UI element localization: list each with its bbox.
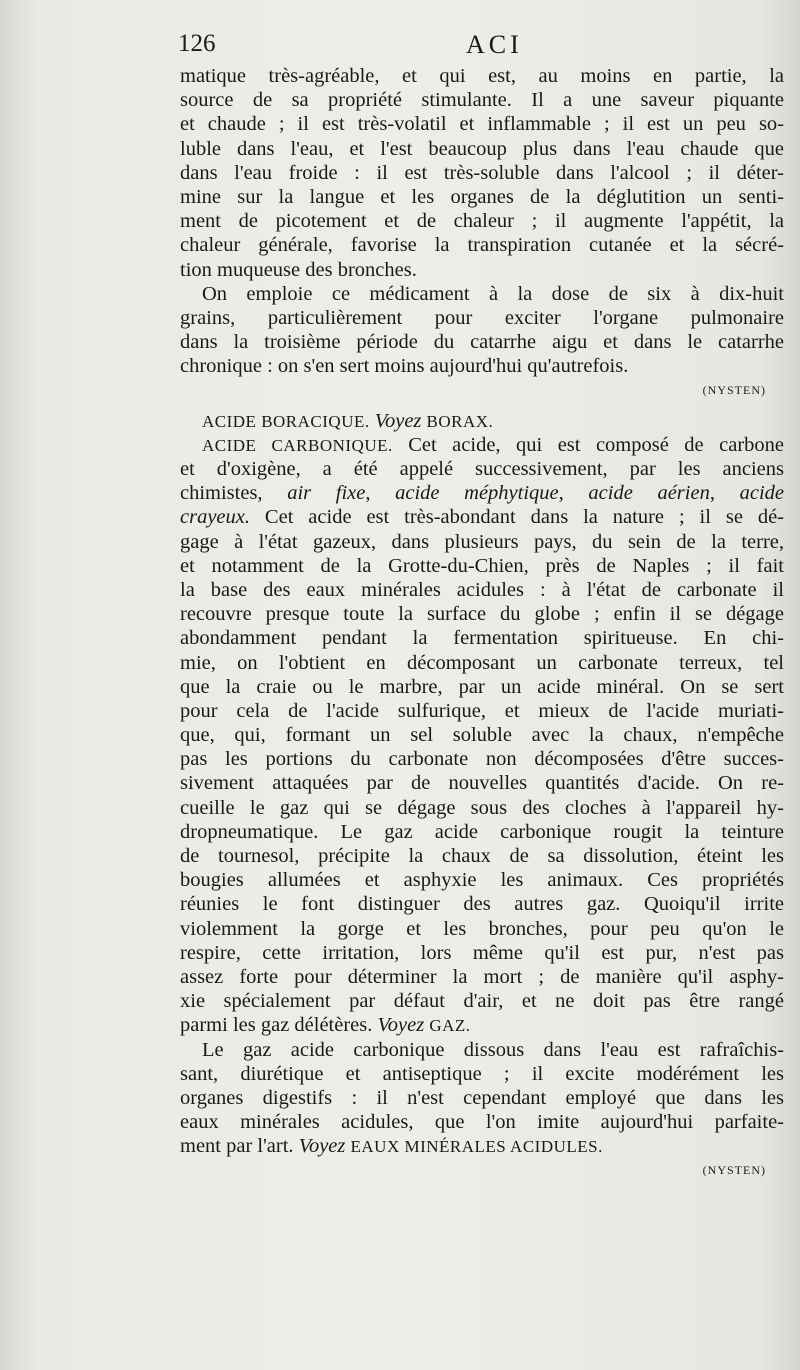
text-line: source de sa propriété stimulante. Il a une saveur piquante (180, 89, 784, 112)
text-line (180, 433, 784, 457)
text-line: et d'oxigène, a été appelé successivement, par les anciens (180, 458, 784, 480)
text-line: sant, diurétique et antiseptique ; il excite modérément les (180, 1062, 784, 1085)
see-reference: Voyez (374, 409, 422, 432)
text-line: recouvre presque toute la surface du globe ; enfin il se dégage (180, 603, 784, 626)
page-number: 126 (178, 30, 216, 57)
text-line: mie, on l'obtient en décomposant un carbonate terreux, tel (180, 651, 784, 674)
text-line: pas les portions du carbonate non décomposées d'être succes- (180, 748, 784, 771)
text-line: tion muqueuse des bronches. (180, 258, 417, 281)
text-line: abondamment pendant la fermentation spiritueuse. En chi- (180, 627, 784, 650)
running-head: ACI (466, 30, 523, 59)
text-line: bougies allumées et asphyxie les animaux. Ces propriétés (180, 869, 784, 892)
text-line: que la craie ou le marbre, par un acide minéral. On se sert (180, 675, 784, 698)
reference-target: BORAX. (426, 411, 494, 431)
text-line: et chaude ; il est très-volatil et inflammable ; il est un peu so- (180, 113, 784, 136)
text-segment: , (558, 482, 564, 505)
text-segment: chimistes, (180, 482, 263, 505)
text-line: chronique : on s'en sert moins aujourd'hui qu'autrefois. (180, 355, 629, 378)
text-line: organes digestifs : il n'est cependant employé que dans les (180, 1086, 784, 1109)
text-line: la base des eaux minérales acidules : à l'état de carbonate il (180, 578, 784, 601)
italic-term: air fixe (287, 482, 366, 505)
paragraph-gaz-dissous (180, 1038, 784, 1183)
text-line: chaleur générale, favorise la transpiration cutanée et la sécré- (180, 234, 784, 257)
italic-term: crayeux. (180, 506, 250, 529)
italic-term: acide (739, 482, 784, 505)
text-line: eaux minérales acidules, que l'on imite aujourd'hui parfaite- (180, 1111, 784, 1134)
text-line: que, qui, formant un sel soluble avec la chaux, n'empêche (180, 724, 784, 747)
italic-term: acide méphytique (395, 482, 559, 505)
text-segment: ment par l'art. (180, 1135, 294, 1158)
text-line: ment de picotement et de chaleur ; il augmente l'appétit, la (180, 210, 784, 233)
entry-acide-carbonique (180, 433, 784, 1038)
entry-headword: ACIDE BORACIQUE. (202, 411, 370, 431)
text-line: et notamment de la Grotte-du-Chien, près de Naples ; il fait (180, 554, 784, 577)
text-line: matique très-agréable, et qui est, au moins en partie, la (180, 65, 784, 87)
text-line: de tournesol, précipite la chaux de sa dissolution, éteint les (180, 845, 784, 867)
see-reference: Voyez (298, 1135, 346, 1158)
reference-target: EAUX MINÉRALES ACIDULES. (350, 1137, 603, 1157)
text-line (180, 505, 784, 529)
text-line: dropneumatique. Le gaz acide carbonique rougit la teinture (180, 820, 784, 843)
page-header (178, 30, 778, 66)
text-line: On emploie ce médicament à la dose de six à dix-huit (202, 282, 784, 305)
italic-term: acide aérien (588, 482, 710, 505)
text-line: luble dans l'eau, et l'est beaucoup plus dans l'eau chaude que (180, 137, 784, 160)
text-line (180, 481, 784, 505)
text-segment: parmi les gaz délétères. (180, 1014, 373, 1037)
body-text (180, 64, 784, 1183)
text-line (180, 409, 784, 433)
text-line: réunies le font distinguer des autres gaz. Quoiqu'il irrite (180, 893, 784, 916)
text-line: cueille le gaz qui se dégage sous des cloches à l'appareil hy- (180, 796, 784, 819)
text-line: pour cela de l'acide sulfurique, et mieux de l'acide muriati- (180, 699, 784, 722)
entry-headword: ACIDE CARBONIQUE. (202, 435, 393, 455)
text-line: dans la troisième période du catarrhe aigu et dans le catarrhe (180, 331, 784, 354)
text-line (180, 1013, 784, 1037)
entry-acide-boracique (180, 409, 784, 433)
text-line: Le gaz acide carbonique dissous dans l'eau est rafraîchis- (202, 1038, 784, 1061)
text-line: dans l'eau froide : il est très-soluble dans l'alcool ; il déter- (180, 161, 784, 184)
text-segment: Cet acide, qui est composé de carbone (408, 433, 785, 456)
text-line: sivement attaquées par de nouvelles quantités d'acide. On re- (180, 772, 784, 795)
see-reference: Voyez (377, 1014, 425, 1037)
author-signature: (NYSTEN) (702, 1163, 766, 1178)
author-signature: (NYSTEN) (702, 383, 766, 398)
text-line: gage à l'état gazeux, dans plusieurs pays, du sein de la terre, (180, 530, 784, 553)
text-line: assez forte pour déterminer la mort ; de manière qu'il asphy- (180, 965, 784, 988)
text-line: violemment la gorge et les bronches, pour peu qu'on le (180, 917, 784, 940)
paragraph-continuation (180, 64, 784, 282)
text-line: respire, cette irritation, lors même qu'il est pur, n'est pas (180, 941, 784, 964)
paragraph-dosage (180, 282, 784, 403)
text-line: grains, particulièrement pour exciter l'organe pulmonaire (180, 306, 784, 329)
reference-target: GAZ. (429, 1016, 471, 1036)
text-line: xie spécialement par défaut d'air, et ne doit pas être rangé (180, 990, 784, 1013)
text-line: mine sur la langue et les organes de la déglutition un senti- (180, 185, 784, 208)
text-segment: Cet acide est très-abondant dans la nature ; il se dé- (264, 506, 785, 529)
text-segment: , (365, 482, 371, 505)
text-line (180, 1134, 784, 1158)
text-segment: , (709, 482, 715, 505)
